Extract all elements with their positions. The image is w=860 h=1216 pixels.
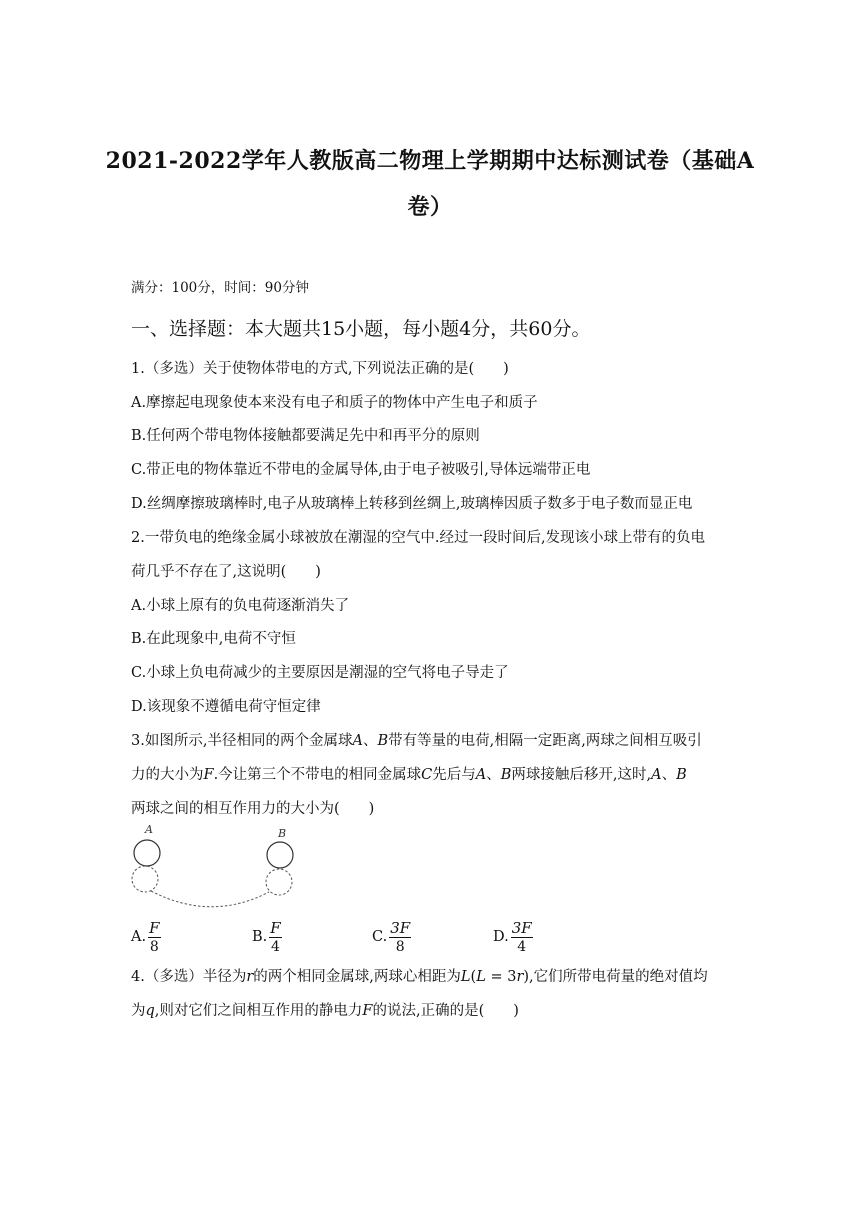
q2-option-c: C.小球上负电荷减少的主要原因是潮湿的空气将电子导走了 <box>131 665 509 681</box>
q4-stem-line2 <box>131 1004 519 1019</box>
q4-text: 的两个相同金属球,两球心相距为 <box>253 969 461 985</box>
q2-option-a: A.小球上原有的负电荷逐渐消失了 <box>131 598 350 614</box>
q4-var-q: q <box>145 1003 155 1019</box>
q3-var-a: A <box>352 733 363 749</box>
q3-stem-line3: 两球之间的相互作用力的大小为( ) <box>131 801 375 817</box>
q3-var-b: B <box>676 767 687 783</box>
q1-option-c: C.带正电的物体靠近不带电的金属导体,由于电子被吸引,导体远端带正电 <box>131 462 591 478</box>
exam-title-line1: 2021-2022学年人教版高二物理上学期期中达标测试卷（基础A <box>105 148 755 174</box>
q4-text: ,则对它们之间相互作用的静电力 <box>154 1003 363 1019</box>
q4-paren-close: ) <box>523 969 530 985</box>
score-info: 满分：100分，时间：90分钟 <box>131 280 309 296</box>
q4-stem-line1 <box>131 970 708 985</box>
q1-option-d: D.丝绸摩擦玻璃棒时,电子从玻璃棒上转移到丝绸上,玻璃棒因质子数多于电子数而显正电 <box>131 496 693 512</box>
sphere-a-ghost <box>132 866 158 892</box>
fraction <box>511 919 533 956</box>
fraction-denominator: 8 <box>395 938 405 955</box>
q4-text: 为 <box>131 1003 146 1019</box>
q2-stem-line2: 荷几乎不存在了,这说明( ) <box>131 564 321 580</box>
q4-var-f: F <box>362 1003 373 1019</box>
q2-option-d: D.该现象不遵循电荷守恒定律 <box>131 699 321 715</box>
q3-text: 先后与 <box>432 767 476 783</box>
q1-stem: 1.（多选）关于使物体带电的方式,下列说法正确的是( ) <box>131 361 509 377</box>
option-label: D. <box>493 929 509 945</box>
fraction-numerator: F <box>270 918 281 937</box>
q3-sep: 、 <box>486 767 501 783</box>
q4-text: ,它们所带电荷量的绝对值均 <box>529 969 708 985</box>
q2-stem-line1: 2.一带负电的绝缘金属小球被放在潮湿的空气中.经过一段时间后,发现该小球上带有的负电 <box>131 530 706 546</box>
fraction-denominator: 8 <box>149 938 159 955</box>
q3-var-b: B <box>500 767 512 783</box>
figure-label-a: A <box>145 823 153 836</box>
two-spheres-figure <box>126 822 306 917</box>
q3-var-f: F <box>203 767 214 783</box>
fraction-numerator: F <box>149 918 160 937</box>
q3-stem-line2 <box>131 768 687 783</box>
q3-stem-line1 <box>131 734 702 749</box>
fraction <box>389 919 411 956</box>
q3-text: 带有等量的电荷,相隔一定距离,两球之间相互吸引 <box>388 733 702 749</box>
q3-text: 两球接触后移开,这时, <box>511 767 652 783</box>
q3-var-c: C <box>421 767 433 783</box>
option-label: A. <box>131 929 147 945</box>
figure-label-b: B <box>278 827 287 840</box>
fraction <box>269 919 281 956</box>
q3-option-d <box>493 914 533 960</box>
q3-var-a: A <box>475 767 487 783</box>
q4-var-l: L <box>460 969 471 985</box>
sphere-a <box>134 840 160 866</box>
fraction <box>148 919 160 956</box>
q3-option-a <box>131 914 161 960</box>
q4-text: 4.（多选）半径为 <box>131 969 247 985</box>
q1-option-a: A.摩擦起电现象使本来没有电子和质子的物体中产生电子和质子 <box>131 395 538 411</box>
fraction-denominator: 4 <box>517 938 527 955</box>
q3-var-b: B <box>377 733 389 749</box>
q3-text: 力的大小为 <box>131 767 204 783</box>
sphere-b-ghost <box>266 869 292 895</box>
exam-title-line2: 卷） <box>407 194 453 220</box>
sphere-c-path <box>151 891 269 907</box>
q3-sep: 、 <box>362 733 378 749</box>
q3-text: .今让第三个不带电的相同金属球 <box>213 767 422 783</box>
q3-text: 3.如图所示,半径相同的两个金属球 <box>131 733 353 749</box>
q4-var-r: r <box>516 969 524 985</box>
q4-equation: = 3 <box>485 969 517 985</box>
fraction-numerator: 3F <box>390 918 411 937</box>
option-label: C. <box>372 929 388 945</box>
option-label: B. <box>252 929 268 945</box>
q2-option-b: B.在此现象中,电荷不守恒 <box>131 631 296 647</box>
q4-var-l: L <box>476 969 486 985</box>
sphere-b <box>267 842 293 868</box>
q3-sep: 、 <box>661 767 677 783</box>
q4-var-r: r <box>246 969 254 985</box>
q3-option-c <box>372 914 411 960</box>
section-heading: 一、选择题：本大题共15小题，每小题4分，共60分。 <box>131 318 591 340</box>
q4-text: 的说法,正确的是( ) <box>372 1003 519 1019</box>
q4-paren-open: ( <box>470 969 477 985</box>
q1-option-b: B.任何两个带电物体接触都要满足先中和再平分的原则 <box>131 428 480 444</box>
q3-option-b <box>252 914 282 960</box>
fraction-denominator: 4 <box>271 938 280 955</box>
fraction-numerator: 3F <box>511 918 532 937</box>
q3-var-a: A <box>651 767 662 783</box>
